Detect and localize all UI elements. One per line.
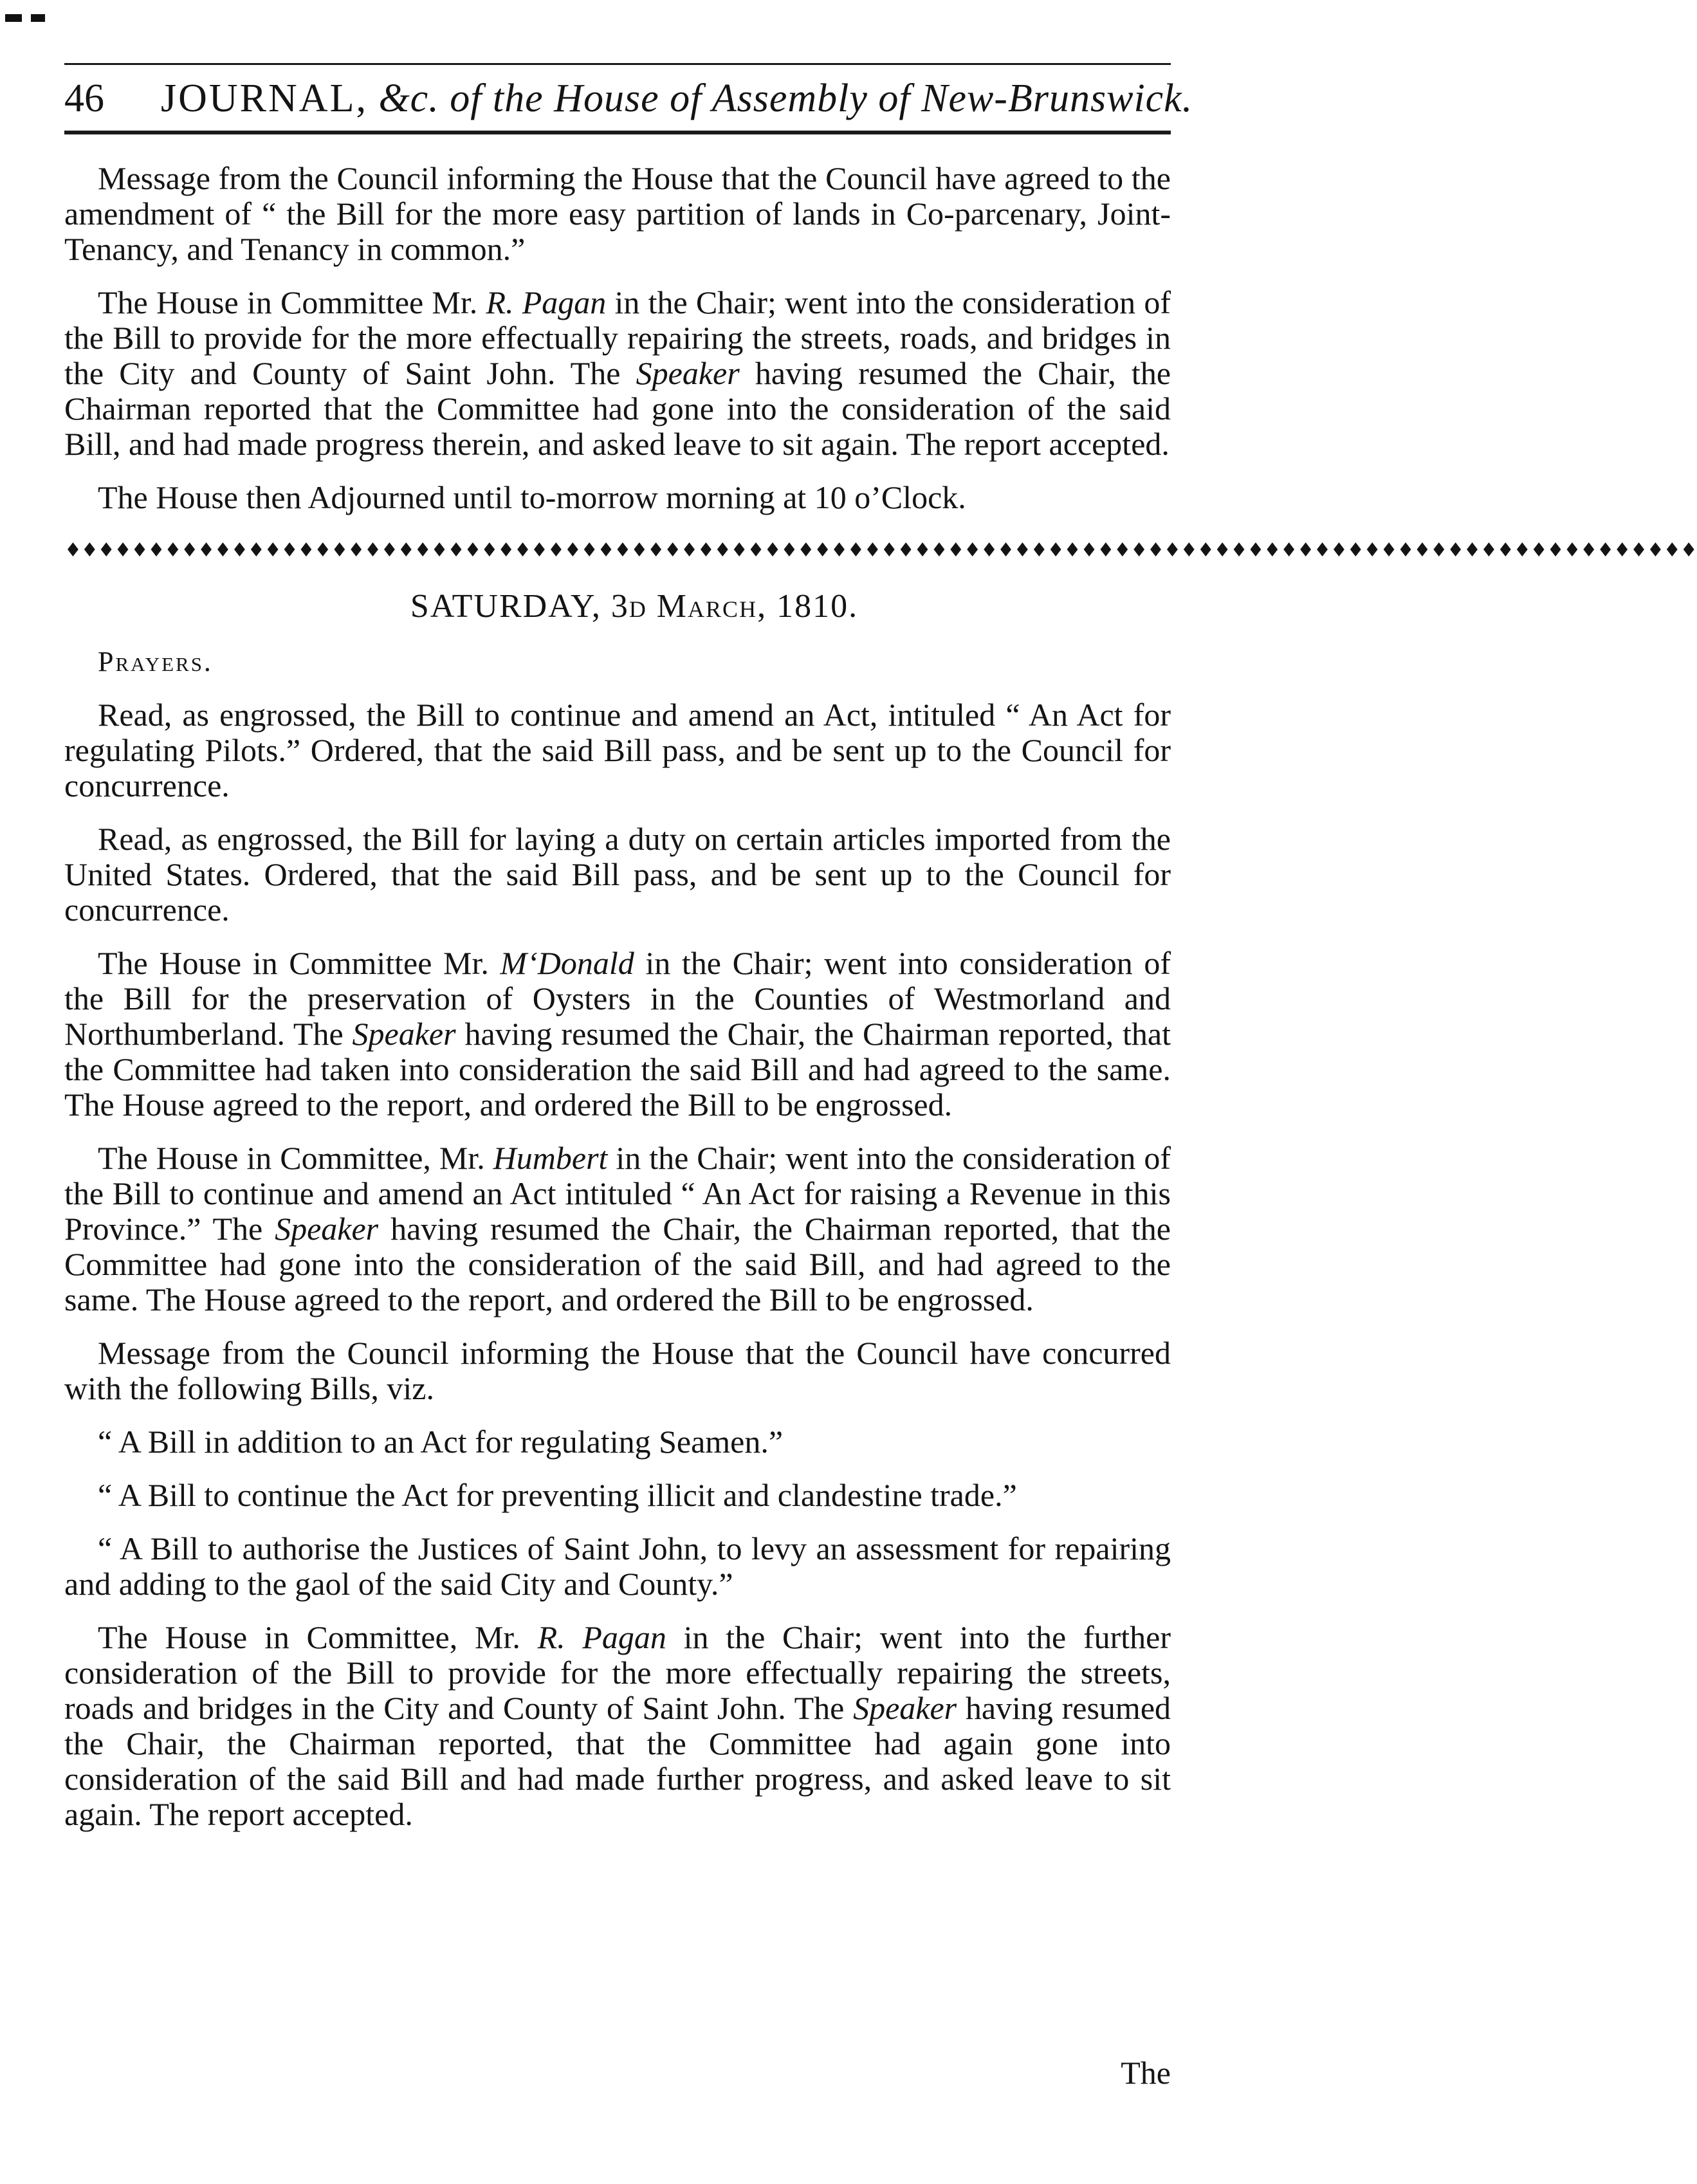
header-rule-top [64, 63, 1171, 65]
paragraph-committee-streets-further: The House in Committee, Mr. R. Pagan in the Chair; went into the further consideration of the Bill to provide for the more effectually repairing the streets, roads and bridges in the City and County of Saint John. The Speaker having resumed the Chair, the Chairman reported, that the Committee had again gone into consideration of the said Bill and had made further progress, and asked leave to sit again. The report accepted. [64, 1619, 1171, 1832]
prayers-label: Prayers. [98, 646, 213, 677]
paragraph-committee-streets: The House in Committee Mr. R. Pagan in the Chair; went into the consideration of the Bill to provide for the more effectually repairing the streets, roads, and bridges in the City and County of Saint John. The Speaker having resumed the Chair, the Chairman reported that the Committee had gone into the consideration of the said Bill, and had made progress therein, and asked leave to sit again. The report accepted. [64, 284, 1171, 462]
running-head [64, 69, 1193, 127]
paragraph-committee-oysters: The House in Committee Mr. M‘Donald in the Chair; went into consideration of the Bill for the preservation of Oysters in the Counties of Westmorland and Northumberland. The Speaker having resumed the Chair, the Chairman reported, that the Committee had taken into consideration the said Bill and had agreed to the same. The House agreed to the report, and ordered the Bill to be engrossed. [64, 945, 1171, 1123]
date-heading-day: SATURDAY, [410, 588, 601, 625]
paragraph-committee-revenue: The House in Committee, Mr. Humbert in the Chair; went into the consideration of the Bill to continue and amend an Act intituled “ An Act for raising a Revenue in this Province.” The Speaker having resumed the Chair, the Chairman reported, that the Committee had gone into the consideration of the said Bill, and had agreed to the same. The House agreed to the report, and ordered the Bill to be engrossed. [64, 1140, 1171, 1317]
paragraph-council-concurred: Message from the Council informing the House that the Council have concurred with the following Bills, viz. [64, 1335, 1171, 1406]
page-number: 46 [64, 77, 104, 120]
ornamental-divider: ♦♦♦♦♦♦♦♦♦♦♦♦♦♦♦♦♦♦♦♦♦♦♦♦♦♦♦♦♦♦♦♦♦♦♦♦♦♦♦♦♦♦♦♦♦♦♦♦♦♦♦♦♦♦♦♦♦♦♦♦♦♦♦♦♦♦♦♦♦♦♦♦♦♦♦♦♦♦♦♦♦♦♦♦♦♦♦♦♦♦♦♦♦♦♦♦♦♦ [64, 539, 1697, 562]
running-title [161, 69, 1193, 127]
running-title-suffix: &c. of the House of Assembly of New-Brunswick. [378, 77, 1193, 120]
bill-illicit-trade: “ A Bill to continue the Act for preventing illicit and clandestine trade.” [98, 1477, 1017, 1513]
bill-gaol-assessment: “ A Bill to authorise the Justices of Saint John, to levy an assessment for repairing and adding to the gaol of the said City and County.” [64, 1530, 1171, 1602]
journal-body [64, 160, 1697, 1850]
paragraph-pilots-bill: Read, as engrossed, the Bill to continue and amend an Act, intituled “ An Act for regulating Pilots.” Ordered, that the said Bill pass, and be sent up to the Council for concurrence. [64, 697, 1171, 803]
date-heading-date: 3d March, 1810. [610, 588, 859, 625]
paragraph-duty-bill: Read, as engrossed, the Bill for laying a duty on certain articles imported from the United States. Ordered, that the said Bill pass, and be sent up to the Council for concurrence. [64, 821, 1171, 928]
catchword: The [1121, 2055, 1171, 2091]
bill-seamen: “ A Bill in addition to an Act for regulating Seamen.” [98, 1424, 784, 1460]
date-heading [64, 587, 1171, 626]
corner-print-mark [5, 14, 82, 23]
running-title-prefix: JOURNAL, [161, 77, 368, 120]
paragraph-council-message-partition: Message from the Council informing the House that the Council have agreed to the amendment of “ the Bill for the more easy partition of lands in Co-parcenary, Joint-Tenancy, and Tenancy in common.” [64, 160, 1171, 267]
paragraph-adjourned: The House then Adjourned until to-morrow morning at 10 o’Clock. [98, 479, 966, 515]
header-rule-bottom [64, 131, 1171, 134]
